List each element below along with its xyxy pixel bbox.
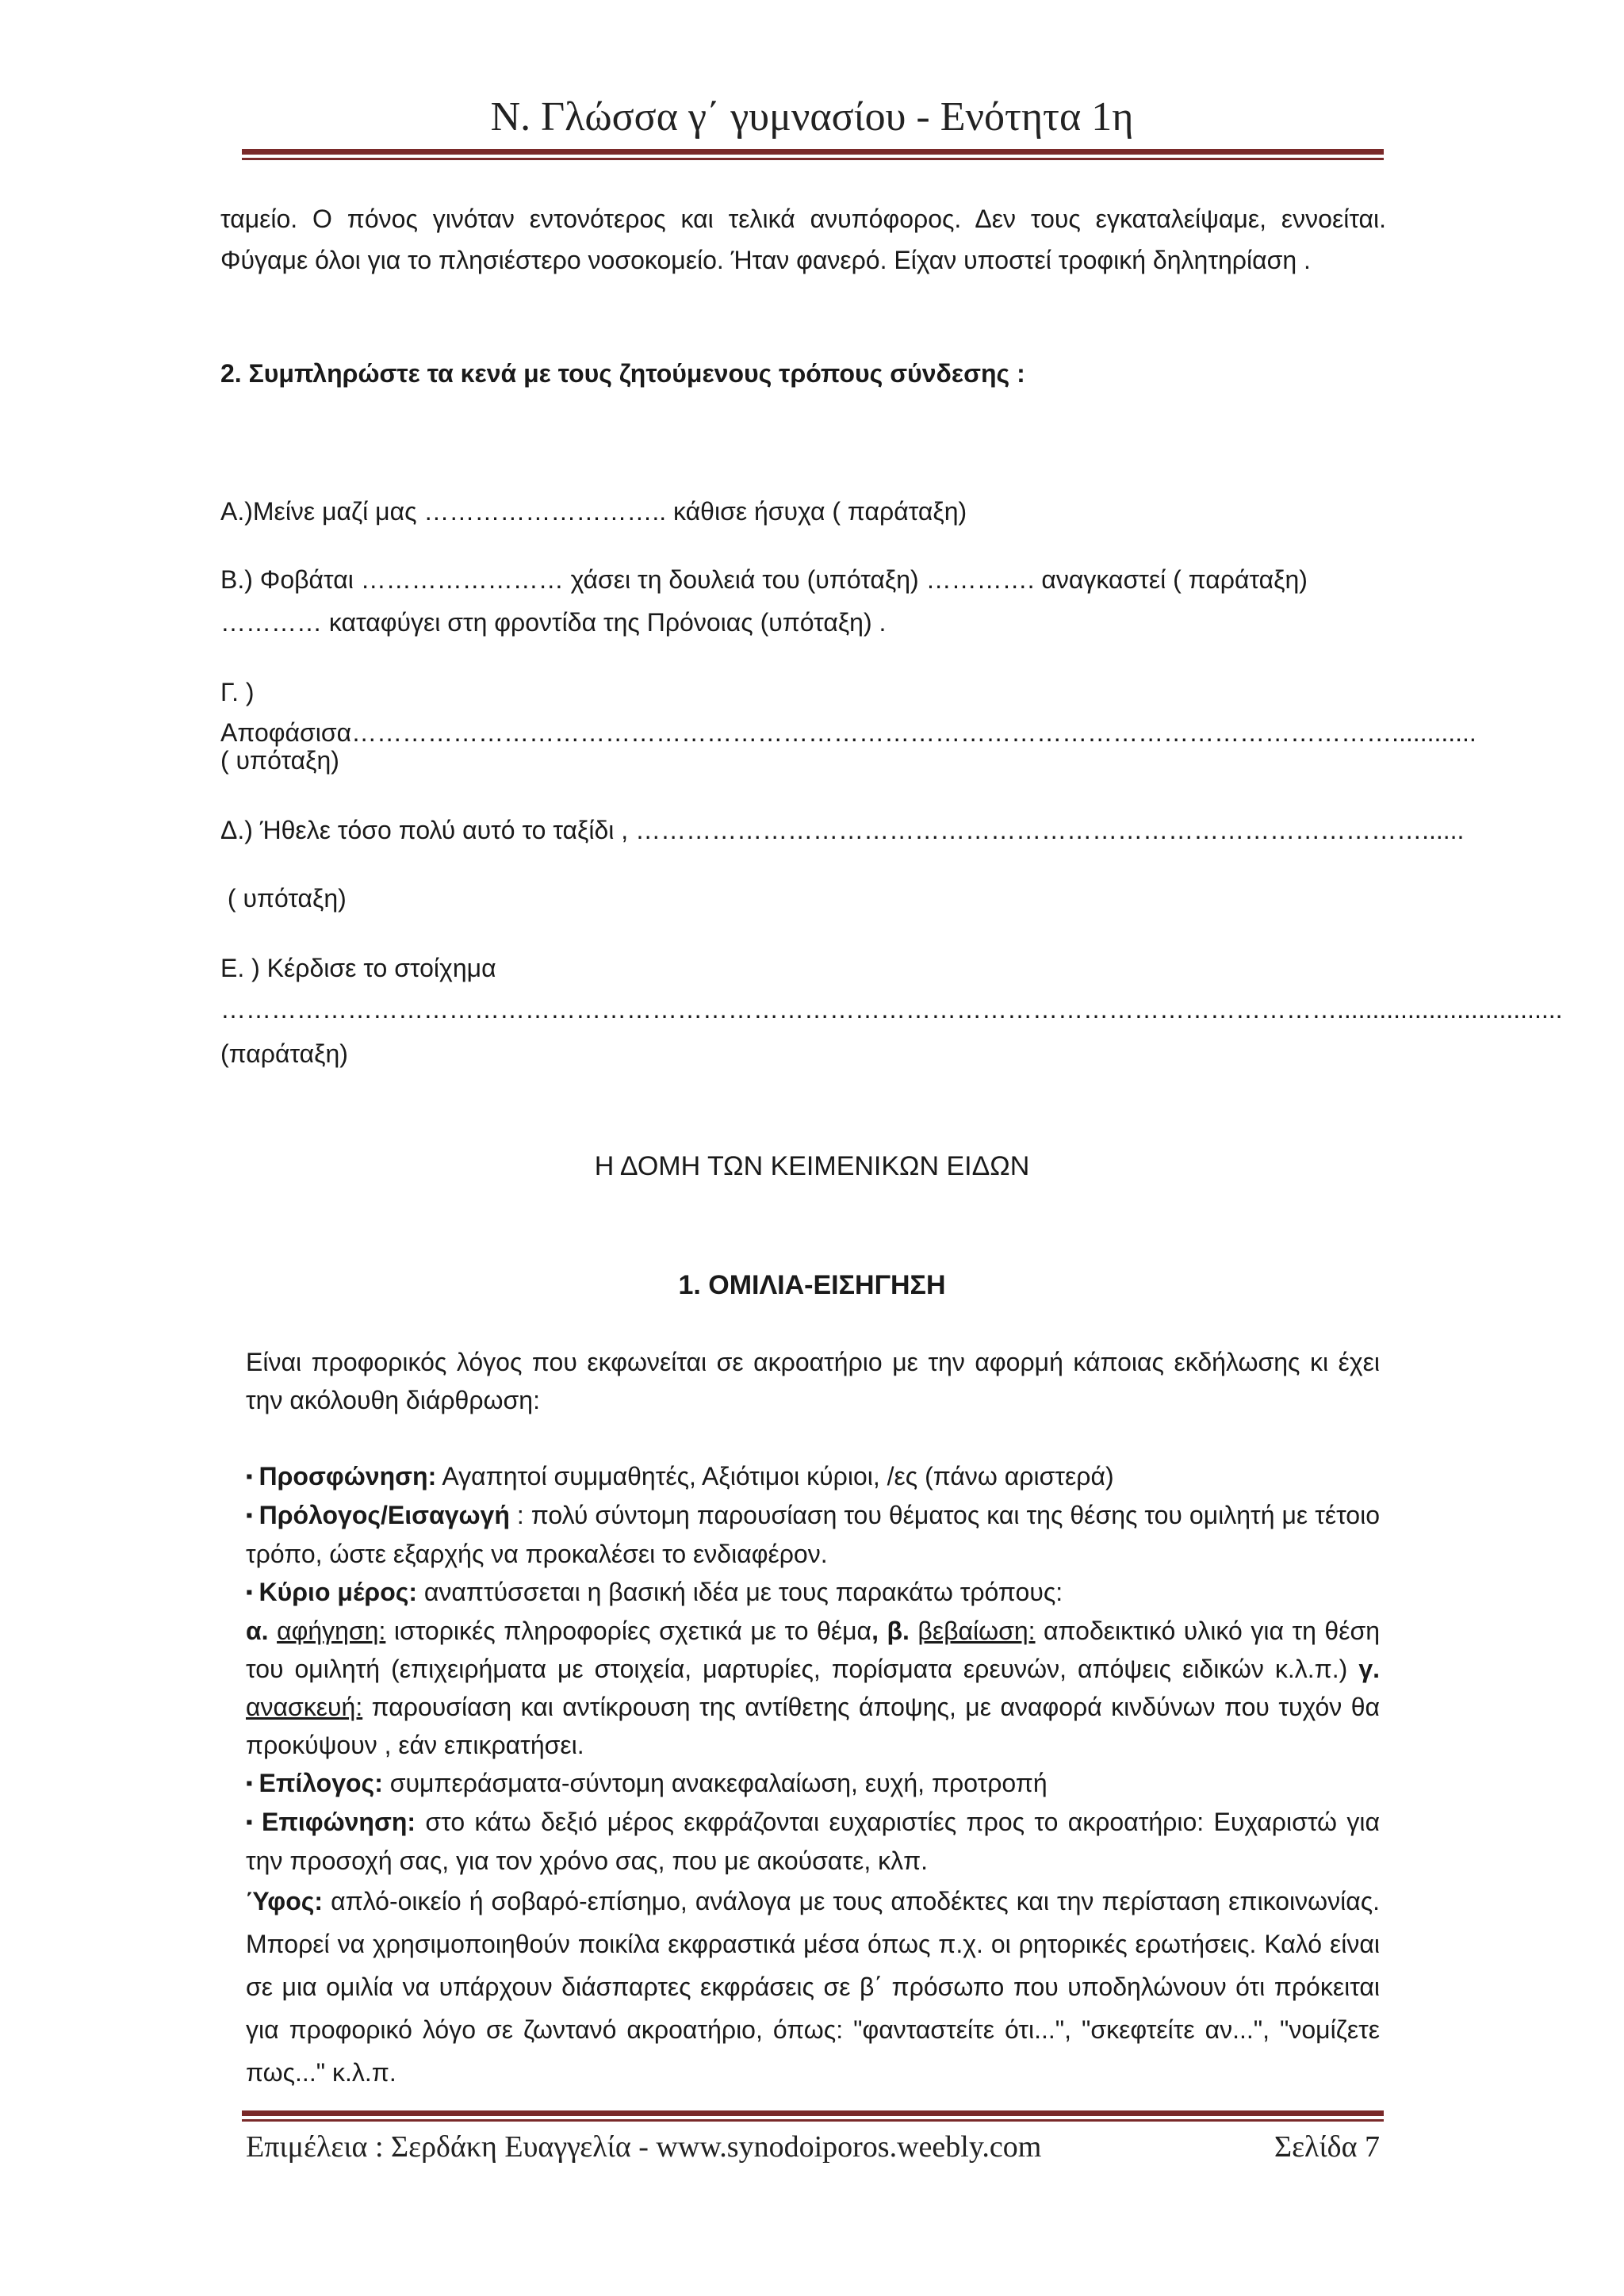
list-item-epilogos: ▪ Επίλογος: συμπεράσματα-σύντομη ανακεφαλαίωση, ευχή, προτροπή bbox=[246, 1769, 1048, 1797]
yfos-paragraph: Ύφος: απλό-οικείο ή σοβαρό-επίσημο, ανάλογα με τους αποδέκτες και την περίσταση επικοινωνίας. Μπορεί να χρησιμοποιηθούν ποικίλα εκφραστικά μέσα όπως π.χ. οι ρητορικές ερωτήσεις. Καλό είναι σε μια ομιλία να υπάρχουν διάσπαρτες εκφράσεις σε β΄ πρόσωπο που υποδηλώνουν ότι πρόκειται για προφορικό λόγο σε ζωντανό ακροατήριο, όπως: "φανταστείτε ότι...", "σκεφτείτε αν...", "νομίζετε πως..." κ.λ.π. bbox=[246, 1887, 1380, 2087]
speech-structure bbox=[246, 1457, 1380, 2094]
exercise-item-d-line2: ( υπόταξη) bbox=[220, 884, 347, 913]
exercise-heading: 2. Συμπληρώστε τα κενά με τους ζητούμενους τρόπους σύνδεσης : bbox=[220, 359, 1025, 388]
page-header-title: Ν. Γλώσσα γ΄ γυμνασίου - Ενότητα 1η bbox=[490, 94, 1134, 140]
exercise-item-g-line2: ( υπόταξη) bbox=[220, 746, 339, 775]
subsection-title: 1. ΟΜΙΛΙΑ-ΕΙΣΗΓΗΣΗ bbox=[678, 1270, 946, 1300]
page-number: Σελίδα 7 bbox=[1274, 2130, 1380, 2164]
exercise-item-g-line1: Γ. ) Αποφάσισα……………………………………………………………………………………………………………............ bbox=[220, 678, 1477, 747]
exercise-item-e-line3: (παράταξη) bbox=[220, 1039, 348, 1068]
speech-intro: Είναι προφορικός λόγος που εκφωνείται σε ακροατήριο με την αφορμή κάποιας εκδήλωσης κι έχει την ακόλουθη διάρθρωση: bbox=[246, 1348, 1380, 1414]
exercise-item-d-line1: Δ.) Ήθελε τόσο πολύ αυτό το ταξίδι , …………………………………………………………………………………...... bbox=[220, 816, 1465, 844]
section-title: Η ΔΟΜΗ ΤΩΝ ΚΕΙΜΕΝΙΚΩΝ ΕΙΔΩΝ bbox=[594, 1151, 1030, 1181]
list-item-prologos: ▪ Πρόλογος/Εισαγωγή : πολύ σύντομη παρουσίαση του θέματος και της θέσης του ομιλητή με τέτοιο τρόπο, ώστε εξαρχής να προκαλέσει το ενδιαφέρον. bbox=[246, 1501, 1381, 1568]
intro-paragraph: ταμείο. Ο πόνος γινόταν εντονότερος και τελικά ανυπόφορος. Δεν τους εγκαταλείψαμε, εννοείται. Φύγαμε όλοι για το πλησιέστερο νοσοκομείο. Ήταν φανερό. Είχαν υποστεί τροφική δηλητηρίαση . bbox=[220, 205, 1386, 274]
header-divider bbox=[242, 149, 1384, 160]
page-footer bbox=[246, 2130, 1380, 2164]
list-item-kyrio-meros: ▪ Κύριο μέρος: αναπτύσσεται η βασική ιδέα με τους παρακάτω τρόπους: bbox=[246, 1578, 1063, 1606]
list-item-prosfonisi: ▪ Προσφώνηση: Αγαπητοί συμμαθητές, Αξιότιμοι κύριοι, /ες (πάνω αριστερά) bbox=[246, 1462, 1114, 1490]
exercise-item-b-line2: ………… καταφύγει στη φροντίδα της Πρόνοιας (υπόταξη) . bbox=[220, 608, 887, 637]
kyrio-meros-details: α. αφήγηση: ιστορικές πληροφορίες σχετικά με το θέμα, β. βεβαίωση: αποδεικτικό υλικό για τη θέση του ομιλητή (επιχειρήματα με στοιχεία, μαρτυρίες, πορίσματα ερευνών, απόψεις ειδικών κ.λ.π.) γ. ανασκευή: παρουσίαση και αντίκρουση της αντίθετης άποψης, με αναφορά κινδύνων που τυχόν θα προκύψουν , εάν επικρατήσει. bbox=[246, 1617, 1381, 1759]
square-bullet-icon: ▪ bbox=[246, 1812, 255, 1833]
square-bullet-icon: ▪ bbox=[246, 1505, 253, 1526]
footer-divider bbox=[242, 2110, 1384, 2122]
square-bullet-icon: ▪ bbox=[246, 1582, 253, 1603]
footer-credit: Επιμέλεια : Σερδάκη Ευαγγελία - www.synodoiporos.weebly.com bbox=[246, 2130, 1042, 2164]
square-bullet-icon: ▪ bbox=[246, 1773, 253, 1794]
exercise-item-b-line1: Β.) Φοβάται …………………… χάσει τη δουλειά του (υπόταξη) …………. αναγκαστεί ( παράταξη) bbox=[220, 565, 1308, 594]
exercise-item-a: Α.)Μείνε μαζί μας ……………………….. κάθισε ήσυχα ( παράταξη) bbox=[220, 497, 967, 526]
list-item-epifonisi: ▪ Επιφώνηση: στο κάτω δεξιό μέρος εκφράζονται ευχαριστίες προς το ακροατήριο: Ευχαριστώ για την προσοχή σας, για τον χρόνο σας, που με ακούσατε, κλπ. bbox=[246, 1808, 1380, 1875]
square-bullet-icon: ▪ bbox=[246, 1466, 253, 1487]
exercise-item-e-line2: ……………………………………………………………………………………………………………………................................ bbox=[220, 995, 1563, 1024]
exercise-item-e-line1: Ε. ) Κέρδισε το στοίχημα bbox=[220, 954, 496, 982]
